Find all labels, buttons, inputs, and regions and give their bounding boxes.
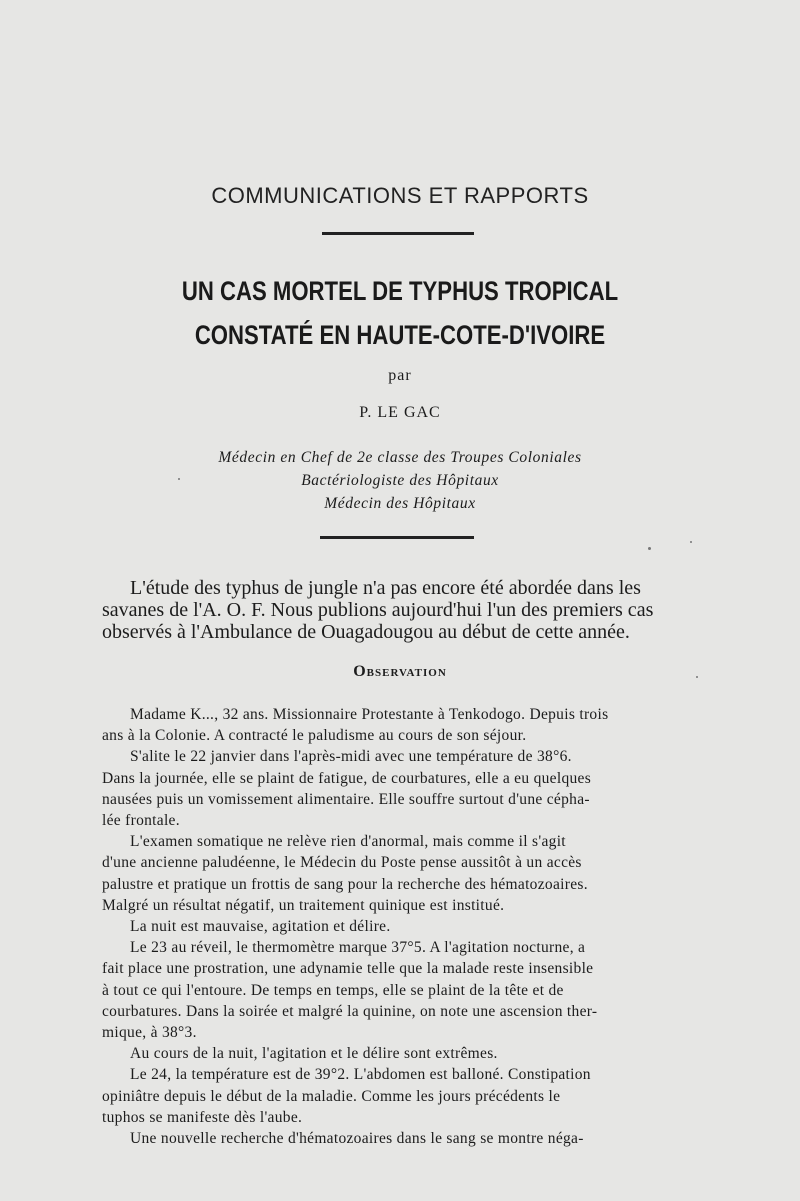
- body-line: à tout ce qui l'entoure. De temps en temps, elle se plaint de la tête et de: [102, 981, 564, 999]
- observation-heading: Observation: [353, 663, 447, 680]
- body-line: courbatures. Dans la soirée et malgré la quinine, on note une ascension ther-: [102, 1002, 598, 1020]
- body-text: [102, 704, 696, 1149]
- affiliation-line-2: Bactériologiste des Hôpitaux: [301, 472, 499, 489]
- body-line: Malgré un résultat négatif, un traitement quinique est institué.: [102, 896, 505, 914]
- body-line: Dans la journée, elle se plaint de fatigue, de courbatures, elle a eu quelques: [102, 769, 592, 787]
- body-line: Au cours de la nuit, l'agitation et le délire sont extrêmes.: [130, 1045, 498, 1063]
- body-line: Le 23 au réveil, le thermomètre marque 37°5. A l'agitation nocturne, a: [130, 939, 586, 957]
- abstract-line: observés à l'Ambulance de Ouagadougou au début de cette année.: [102, 621, 630, 643]
- scan-speck: [648, 547, 651, 550]
- body-line: tuphos se manifeste dès l'aube.: [102, 1108, 303, 1126]
- scan-speck: [178, 478, 180, 480]
- body-line: palustre et pratique un frottis de sang pour la recherche des hématozoaires.: [102, 875, 588, 893]
- divider-rule-top: [322, 232, 474, 235]
- body-line: Une nouvelle recherche d'hématozoaires dans le sang se montre néga-: [130, 1130, 584, 1148]
- body-line: Le 24, la température est de 39°2. L'abdomen est balloné. Constipation: [130, 1066, 591, 1084]
- abstract-line: L'étude des typhus de jungle n'a pas encore été abordée dans les: [130, 577, 641, 599]
- body-line: S'alite le 22 janvier dans l'après-midi avec une température de 38°6.: [130, 748, 572, 766]
- abstract: [102, 577, 698, 643]
- divider-rule-bottom: [320, 536, 474, 539]
- body-line: L'examen somatique ne relève rien d'anormal, mais comme il s'agit: [130, 833, 566, 851]
- affiliation-line-1: Médecin en Chef de 2e classe des Troupes Coloniales: [218, 449, 582, 466]
- abstract-line: savanes de l'A. O. F. Nous publions aujourd'hui l'un des premiers cas: [102, 599, 654, 621]
- body-line: La nuit est mauvaise, agitation et délire.: [130, 918, 391, 936]
- affiliation-line-3: Médecin des Hôpitaux: [324, 495, 476, 512]
- body-line: opiniâtre depuis le début de la maladie. Comme les jours précédents le: [102, 1087, 561, 1105]
- body-line: ans à la Colonie. A contracté le paludisme au cours de son séjour.: [102, 727, 527, 745]
- author-name: P. LE GAC: [359, 404, 441, 421]
- article-title-line-2: CONSTATÉ EN HAUTE-COTE-D'IVOIRE: [194, 320, 606, 350]
- body-line: nausées puis un vomissement alimentaire. Elle souffre surtout d'une cépha-: [102, 790, 590, 808]
- body-line: Madame K..., 32 ans. Missionnaire Protestante à Tenkodogo. Depuis trois: [130, 706, 609, 723]
- body-line: d'une ancienne paludéenne, le Médecin du Poste pense aussitôt à un accès: [102, 854, 582, 872]
- scan-speck: [690, 541, 692, 543]
- body-line: lée frontale.: [102, 812, 180, 830]
- byline-par: par: [388, 367, 412, 384]
- body-line: fait place une prostration, une adynamie telle que la malade reste insensible: [102, 960, 594, 978]
- section-heading: COMMUNICATIONS ET RAPPORTS: [211, 183, 589, 208]
- article-title-line-1: UN CAS MORTEL DE TYPHUS TROPICAL: [181, 276, 619, 306]
- body-line: mique, à 38°3.: [102, 1024, 197, 1042]
- scan-speck: [696, 676, 698, 678]
